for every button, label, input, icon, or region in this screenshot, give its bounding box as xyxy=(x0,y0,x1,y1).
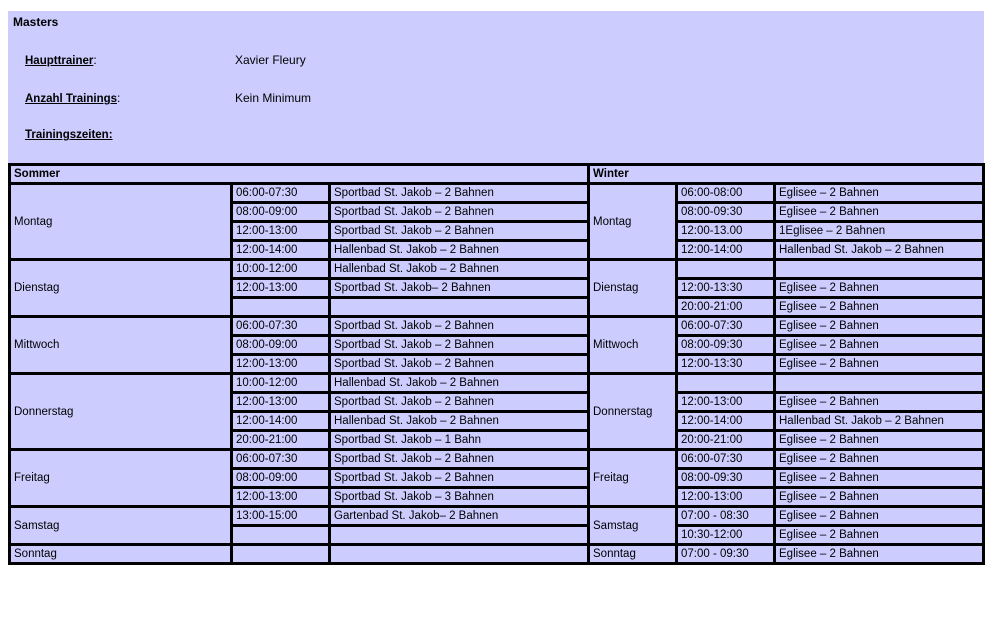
winter-venue-cell: Eglisee – 2 Bahnen xyxy=(775,526,984,545)
summer-venue-cell: Hallenbad St. Jakob – 2 Bahnen xyxy=(330,260,589,279)
summer-venue-cell: Sportbad St. Jakob – 2 Bahnen xyxy=(330,317,589,336)
winter-time-cell: 12:00-14:00 xyxy=(677,412,775,431)
summer-time-cell: 06:00-07:30 xyxy=(232,450,330,469)
winter-time-cell: 12:00-13:00 xyxy=(677,488,775,507)
winter-time-cell: 12:00-13.00 xyxy=(677,222,775,241)
head-coach-row: Haupttrainer: xyxy=(25,53,97,67)
winter-venue-cell: Eglisee – 2 Bahnen xyxy=(775,545,984,564)
summer-time-cell: 12:00-13:00 xyxy=(232,488,330,507)
winter-header: Winter xyxy=(589,165,984,184)
winter-time-cell: 12:00-14:00 xyxy=(677,241,775,260)
summer-venue-cell: Sportbad St. Jakob – 2 Bahnen xyxy=(330,393,589,412)
summer-day-cell: Sonntag xyxy=(10,545,232,564)
winter-venue-cell: Eglisee – 2 Bahnen xyxy=(775,393,984,412)
winter-day-cell: Freitag xyxy=(589,450,677,507)
training-times-label: Trainingszeiten: xyxy=(25,129,113,141)
summer-venue-cell: Sportbad St. Jakob – 2 Bahnen xyxy=(330,355,589,374)
winter-venue-cell: Eglisee – 2 Bahnen xyxy=(775,298,984,317)
summer-venue-cell: Sportbad St. Jakob – 1 Bahn xyxy=(330,431,589,450)
summer-day-cell: Donnerstag xyxy=(10,374,232,450)
schedule-body xyxy=(10,165,984,564)
summer-time-cell: 20:00-21:00 xyxy=(232,431,330,450)
winter-time-cell: 08:00-09:30 xyxy=(677,203,775,222)
summer-venue-cell xyxy=(330,526,589,545)
summer-day-cell: Freitag xyxy=(10,450,232,507)
winter-venue-cell: Eglisee – 2 Bahnen xyxy=(775,507,984,526)
winter-time-cell: 07:00 - 09:30 xyxy=(677,545,775,564)
summer-time-cell: 06:00-07:30 xyxy=(232,317,330,336)
winter-day-cell: Dienstag xyxy=(589,260,677,317)
winter-time-cell: 20:00-21:00 xyxy=(677,431,775,450)
summer-venue-cell xyxy=(330,545,589,564)
winter-venue-cell: Eglisee – 2 Bahnen xyxy=(775,450,984,469)
schedule-row xyxy=(10,545,984,564)
summer-venue-cell: Sportbad St. Jakob – 2 Bahnen xyxy=(330,450,589,469)
schedule-row xyxy=(10,317,984,336)
winter-time-cell: 06:00-07:30 xyxy=(677,317,775,336)
summer-time-cell: 12:00-13:00 xyxy=(232,393,330,412)
summer-time-cell: 12:00-13:00 xyxy=(232,355,330,374)
schedule-row xyxy=(10,374,984,393)
header-panel xyxy=(8,11,984,163)
winter-day-cell: Montag xyxy=(589,184,677,260)
winter-venue-cell: Eglisee – 2 Bahnen xyxy=(775,336,984,355)
winter-day-cell: Samstag xyxy=(589,507,677,545)
summer-day-cell: Dienstag xyxy=(10,260,232,317)
winter-time-cell: 08:00-09:30 xyxy=(677,336,775,355)
schedule-row xyxy=(10,260,984,279)
winter-venue-cell: Eglisee – 2 Bahnen xyxy=(775,203,984,222)
winter-venue-cell xyxy=(775,260,984,279)
winter-venue-cell: Eglisee – 2 Bahnen xyxy=(775,355,984,374)
summer-venue-cell: Hallenbad St. Jakob – 2 Bahnen xyxy=(330,374,589,393)
head-coach-label: Haupttrainer xyxy=(25,55,94,67)
winter-time-cell xyxy=(677,260,775,279)
summer-venue-cell: Hallenbad St. Jakob – 2 Bahnen xyxy=(330,241,589,260)
summer-day-cell: Mittwoch xyxy=(10,317,232,374)
trainings-count-row: Anzahl Trainings: xyxy=(25,91,121,105)
winter-time-cell: 12:00-13:30 xyxy=(677,355,775,374)
summer-venue-cell: Sportbad St. Jakob– 2 Bahnen xyxy=(330,279,589,298)
summer-time-cell: 10:00-12:00 xyxy=(232,260,330,279)
summer-venue-cell: Sportbad St. Jakob – 2 Bahnen xyxy=(330,336,589,355)
summer-time-cell: 12:00-13:00 xyxy=(232,222,330,241)
summer-time-cell xyxy=(232,545,330,564)
summer-day-cell: Samstag xyxy=(10,507,232,545)
winter-time-cell: 12:00-13:00 xyxy=(677,393,775,412)
summer-venue-cell: Sportbad St. Jakob – 2 Bahnen xyxy=(330,184,589,203)
winter-day-cell: Mittwoch xyxy=(589,317,677,374)
winter-venue-cell: Eglisee – 2 Bahnen xyxy=(775,184,984,203)
schedule-row xyxy=(10,450,984,469)
summer-time-cell: 12:00-13:00 xyxy=(232,279,330,298)
winter-time-cell: 06:00-08:00 xyxy=(677,184,775,203)
trainings-count-label: Anzahl Trainings xyxy=(25,93,118,105)
winter-venue-cell: Hallenbad St. Jakob – 2 Bahnen xyxy=(775,241,984,260)
winter-day-cell: Donnerstag xyxy=(589,374,677,450)
winter-time-cell: 20:00-21:00 xyxy=(677,298,775,317)
summer-time-cell: 08:00-09:00 xyxy=(232,469,330,488)
summer-header: Sommer xyxy=(10,165,589,184)
winter-venue-cell: Eglisee – 2 Bahnen xyxy=(775,431,984,450)
schedule-table xyxy=(8,163,985,565)
summer-time-cell xyxy=(232,526,330,545)
summer-venue-cell xyxy=(330,298,589,317)
trainings-count-value: Kein Minimum xyxy=(235,91,312,105)
winter-time-cell: 10:30-12:00 xyxy=(677,526,775,545)
summer-time-cell: 08:00-09:00 xyxy=(232,336,330,355)
summer-time-cell xyxy=(232,298,330,317)
season-header-row xyxy=(10,165,984,184)
schedule-row xyxy=(10,184,984,203)
summer-time-cell: 13:00-15:00 xyxy=(232,507,330,526)
schedule-row xyxy=(10,507,984,526)
summer-time-cell: 08:00-09:00 xyxy=(232,203,330,222)
winter-venue-cell: Eglisee – 2 Bahnen xyxy=(775,317,984,336)
winter-time-cell: 12:00-13:30 xyxy=(677,279,775,298)
winter-time-cell: 08:00-09:30 xyxy=(677,469,775,488)
summer-venue-cell: Gartenbad St. Jakob– 2 Bahnen xyxy=(330,507,589,526)
head-coach-value: Xavier Fleury xyxy=(235,53,306,67)
winter-venue-cell: Eglisee – 2 Bahnen xyxy=(775,279,984,298)
winter-venue-cell: Hallenbad St. Jakob – 2 Bahnen xyxy=(775,412,984,431)
winter-time-cell: 07:00 - 08:30 xyxy=(677,507,775,526)
winter-venue-cell: Eglisee – 2 Bahnen xyxy=(775,469,984,488)
winter-venue-cell: Eglisee – 2 Bahnen xyxy=(775,488,984,507)
winter-day-cell: Sonntag xyxy=(589,545,677,564)
summer-venue-cell: Sportbad St. Jakob – 2 Bahnen xyxy=(330,222,589,241)
summer-venue-cell: Hallenbad St. Jakob – 2 Bahnen xyxy=(330,412,589,431)
group-title: Masters xyxy=(13,15,59,29)
summer-venue-cell: Sportbad St. Jakob – 3 Bahnen xyxy=(330,488,589,507)
winter-time-cell xyxy=(677,374,775,393)
summer-venue-cell: Sportbad St. Jakob – 2 Bahnen xyxy=(330,203,589,222)
winter-venue-cell xyxy=(775,374,984,393)
summer-venue-cell: Sportbad St. Jakob – 2 Bahnen xyxy=(330,469,589,488)
summer-time-cell: 06:00-07:30 xyxy=(232,184,330,203)
summer-time-cell: 10:00-12:00 xyxy=(232,374,330,393)
winter-time-cell: 06:00-07:30 xyxy=(677,450,775,469)
summer-time-cell: 12:00-14:00 xyxy=(232,412,330,431)
summer-day-cell: Montag xyxy=(10,184,232,260)
summer-time-cell: 12:00-14:00 xyxy=(232,241,330,260)
winter-venue-cell: 1Eglisee – 2 Bahnen xyxy=(775,222,984,241)
